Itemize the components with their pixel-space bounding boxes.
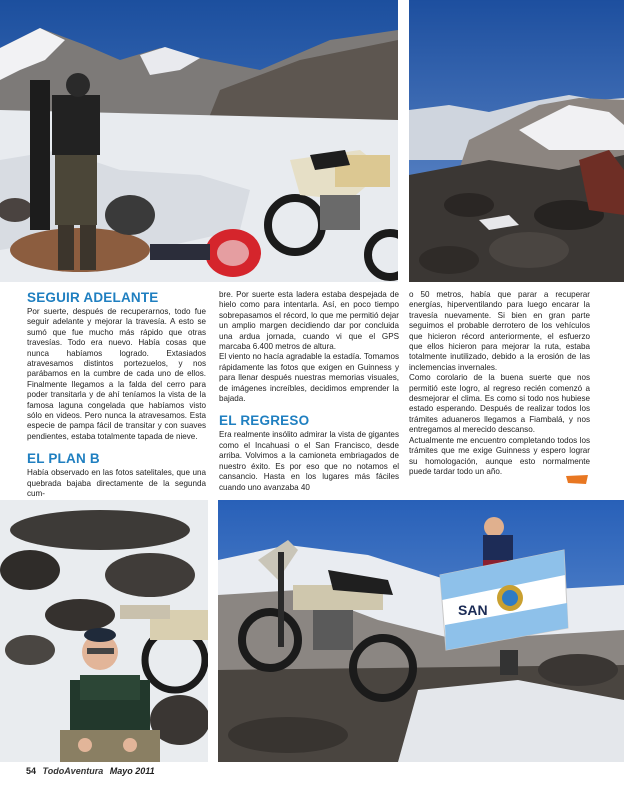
photo-volcanic-slope-image bbox=[409, 0, 624, 282]
article-column-2 bbox=[219, 290, 399, 493]
article-paragraph: Era realmente insólito admirar la vista de gigantes como el Incahuasi o el San Francisco, desde arriba. Volvimos a la camioneta embriagados de nuestro éxito. Es por eso que no notamos el cansancio. Hasta en los lugares más fáciles cuando uno avanzaba 40 bbox=[219, 430, 399, 492]
page-footer bbox=[26, 765, 155, 777]
issue-date: Mayo 2011 bbox=[109, 766, 155, 776]
photo-man-crouching-image bbox=[0, 500, 208, 762]
magazine-name: TodoAventura bbox=[42, 766, 104, 776]
end-of-article-mark bbox=[566, 475, 588, 484]
article-column-3 bbox=[409, 290, 590, 477]
heading-seguir-adelante: SEGUIR ADELANTE bbox=[27, 290, 159, 305]
article-paragraph: bre. Por suerte esta ladera estaba despejada de hielo como para intentarla. Así, en poco tiempo sobrepasamos el récord, lo que me permitió dejar un amplio margen decidiendo dar por concluida una ardua jornada, cuando vi que el GPS marcaba 6.400 metros de altura. bbox=[219, 290, 399, 352]
photo-volcanic-slope bbox=[409, 0, 624, 282]
photo-climbers-motorcycle-image bbox=[0, 0, 398, 282]
article-paragraph: o 50 metros, había que parar a recuperar energías, hiperventilando para luego encarar la travesía nuevamente. Si bien en gran parte seguimos el probable derrotero de los vehículos que hicieron récord anteriormente, el esfuerzo que ellos hicieron para mejorar la ruta, estaba totalmente inutilizado, debido a la erosión de las inclemencias invernales. bbox=[409, 290, 590, 372]
page-number: 54 bbox=[26, 766, 37, 776]
photo-climbers-motorcycle bbox=[0, 0, 398, 282]
photo-flag-summit-image bbox=[218, 500, 624, 762]
article-paragraph: Por suerte, después de recuperarnos, todo fue seguir adelante y mejorar la travesía. A esto se sumó que fue mucho más rápido que otras travesías. Todo era nuevo. Había cosas que nunca habíamos logrado. Extasiados atravesamos distintos portezuelos, y nos parábamos en la cumbre de cada uno de ellos. Finalmente llegamos a la falda del cerro para poder transitarla y de ahí teníamos la vista de la famosa laguna congelada que habíamos visto sólo en videos. Pero nunca la atravesamos. Esta especie de pampa fácil de transitar y con suaves pendientes, estaba totalmente tapada de nieve. bbox=[27, 307, 206, 441]
article-paragraph: Actualmente me encuentro completando todos los trámites que me exige Guinness y espero lograr su homologación, aunque esto normalmente puede tardar todo un año. bbox=[409, 435, 590, 476]
article-column-1 bbox=[27, 290, 206, 500]
heading-el-plan-b: EL PLAN B bbox=[27, 451, 100, 467]
photo-man-crouching bbox=[0, 500, 208, 762]
heading-el-regreso: EL REGRESO bbox=[219, 413, 310, 429]
flag-text: SAN bbox=[458, 602, 488, 618]
article-paragraph: El viento no hacía agradable la estadía. Tomamos rápidamente las fotos que exigen en Guinness y para llenar después nuestras memorias visuales, de imágenes increíbles, decidimos emprender la bajada. bbox=[219, 352, 399, 404]
photo-flag-summit bbox=[218, 500, 624, 762]
article-paragraph: Como corolario de la buena suerte que nos permitió este logro, al regreso recién comenzó a desmejorar el clima. Es como si todo nos hubiese estado esperando. Después de realizar todos los trámites aduaneros llegamos a Fiambalá, y nos entregamos al merecido descanso. bbox=[409, 373, 590, 435]
article-paragraph: Había observado en las fotos satelitales, que una quebrada bajaba directamente de la segunda cum- bbox=[27, 468, 206, 499]
